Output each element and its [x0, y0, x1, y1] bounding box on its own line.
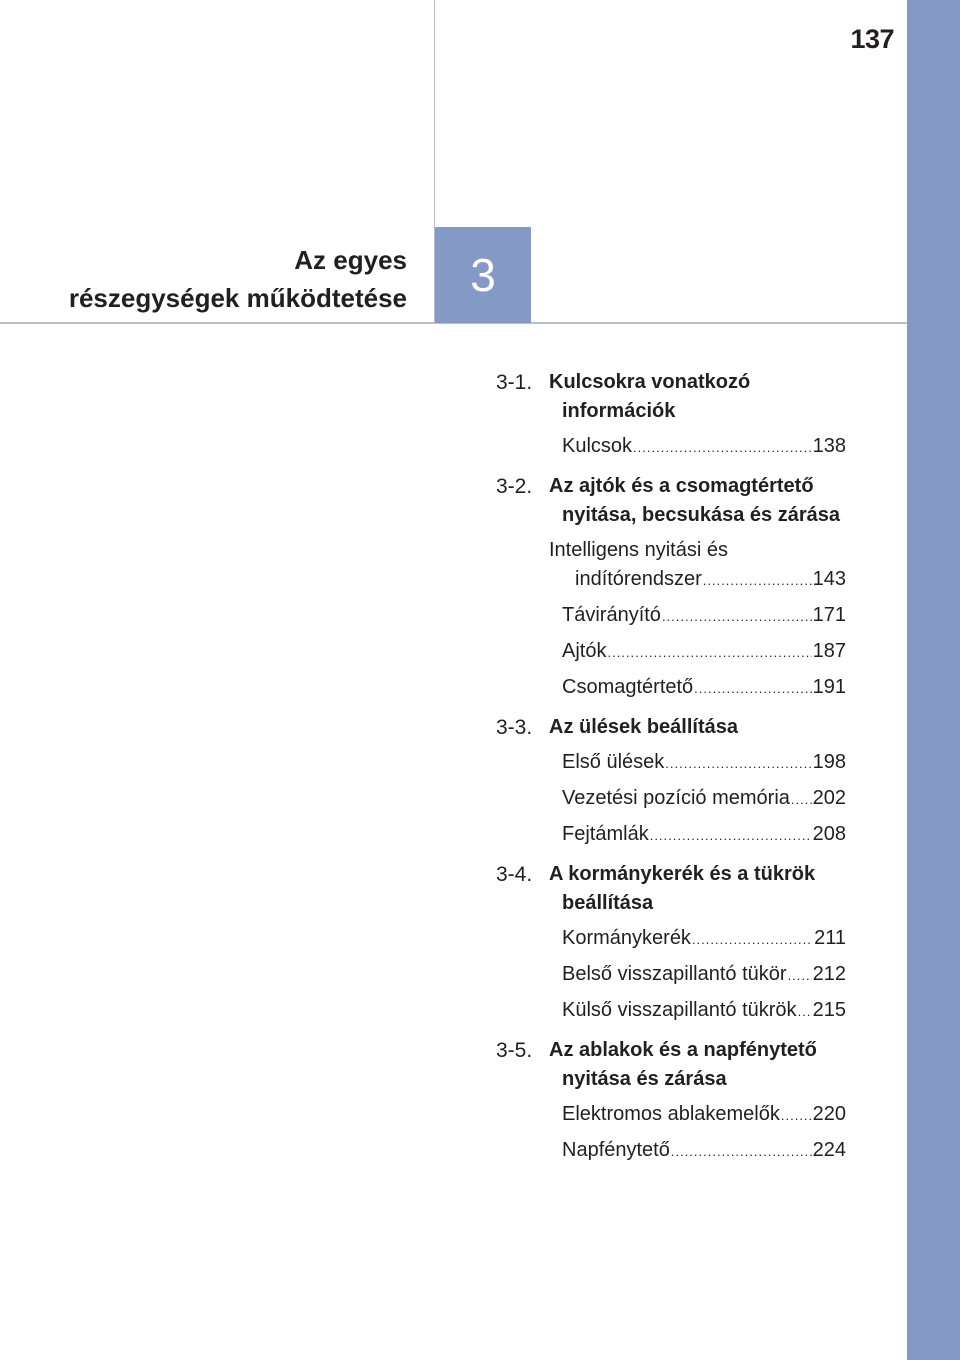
entry-page: 198 [812, 751, 846, 773]
entry-page: 171 [812, 604, 846, 626]
toc-entry[interactable] [549, 536, 846, 595]
entry-label: Vezetési pozíció memória [562, 787, 790, 809]
entry-page: 208 [812, 823, 846, 845]
section-title[interactable]: A kormánykerék és a tükrök beállítása [549, 863, 816, 914]
section-number: 3-5. [496, 1039, 533, 1062]
section-title[interactable]: Az ajtók és a csomagtértető nyitása, becsukása és zárása [549, 475, 840, 526]
leader-dots [650, 821, 812, 850]
leader-dots [665, 749, 811, 778]
toc-section-3-4 [496, 860, 846, 1026]
section-number: 3-1. [496, 371, 533, 394]
entry-page: 220 [812, 1103, 846, 1125]
toc-entry[interactable] [549, 1136, 846, 1166]
chapter-side-tab [907, 0, 960, 1360]
leader-dots [798, 997, 812, 1026]
toc-section-3-1 [496, 368, 846, 462]
chapter-number-box [435, 227, 531, 323]
leader-dots [703, 566, 812, 595]
entry-label: indítórendszer [575, 568, 702, 590]
entry-label: Kormánykerék [562, 927, 691, 949]
toc-section-3-3 [496, 713, 846, 850]
chapter-number: 3 [470, 249, 496, 301]
leader-dots [781, 1101, 812, 1130]
entry-label: Első ülések [562, 751, 665, 773]
entry-label: Ajtók [562, 640, 607, 662]
entry-label: Elektromos ablakemelők [562, 1103, 780, 1125]
section-number: 3-2. [496, 475, 533, 498]
entry-label: Külső visszapillantó tükrök [562, 999, 797, 1021]
leader-dots [791, 785, 812, 814]
toc-entry[interactable] [549, 960, 846, 990]
leader-dots [692, 925, 813, 954]
leader-dots [607, 638, 811, 667]
chapter-title-line-2: részegységek működtetése [68, 283, 407, 313]
toc-entry[interactable] [549, 1100, 846, 1130]
chapter-title [69, 241, 407, 317]
entry-page: 191 [812, 676, 846, 698]
entry-label: Kulcsok [562, 435, 633, 457]
section-title[interactable]: Kulcsokra vonatkozó információk [549, 371, 751, 422]
toc-entry[interactable] [549, 784, 846, 814]
entry-page: 143 [812, 568, 846, 590]
entry-label: Távirányító [562, 604, 661, 626]
table-of-contents [496, 368, 846, 1176]
leader-dots [671, 1137, 812, 1166]
toc-entry[interactable] [549, 924, 846, 954]
toc-entry[interactable] [549, 748, 846, 778]
entry-page: 215 [812, 999, 846, 1021]
toc-section-3-5 [496, 1036, 846, 1166]
toc-entry[interactable] [549, 432, 846, 462]
toc-entry[interactable] [549, 673, 846, 703]
page-number: 137 [850, 24, 894, 54]
entry-label: Csomagtértető [562, 676, 694, 698]
leader-dots [788, 961, 812, 990]
section-title[interactable]: Az ablakok és a napfénytető nyitása és zárása [549, 1039, 817, 1090]
toc-entry[interactable] [549, 637, 846, 667]
leader-dots [694, 674, 811, 703]
entry-label-line-1: Intelligens nyitási és [549, 539, 728, 561]
section-number: 3-3. [496, 716, 533, 739]
entry-page: 224 [812, 1139, 846, 1161]
entry-label: Napfénytető [562, 1139, 670, 1161]
section-number: 3-4. [496, 863, 533, 886]
entry-page: 138 [812, 435, 846, 457]
toc-section-3-2 [496, 472, 846, 703]
entry-page: 202 [812, 787, 846, 809]
entry-page: 211 [814, 927, 846, 949]
leader-dots [633, 433, 812, 462]
toc-entry[interactable] [549, 820, 846, 850]
chapter-title-line-1: Az egyes [294, 245, 407, 275]
section-title[interactable]: Az ülések beállítása [549, 716, 738, 738]
entry-label: Belső visszapillantó tükör [562, 963, 787, 985]
toc-entry[interactable] [549, 996, 846, 1026]
entry-page: 212 [812, 963, 846, 985]
entry-page: 187 [812, 640, 846, 662]
entry-label: Fejtámlák [562, 823, 649, 845]
leader-dots [662, 602, 812, 631]
toc-entry[interactable] [549, 601, 846, 631]
